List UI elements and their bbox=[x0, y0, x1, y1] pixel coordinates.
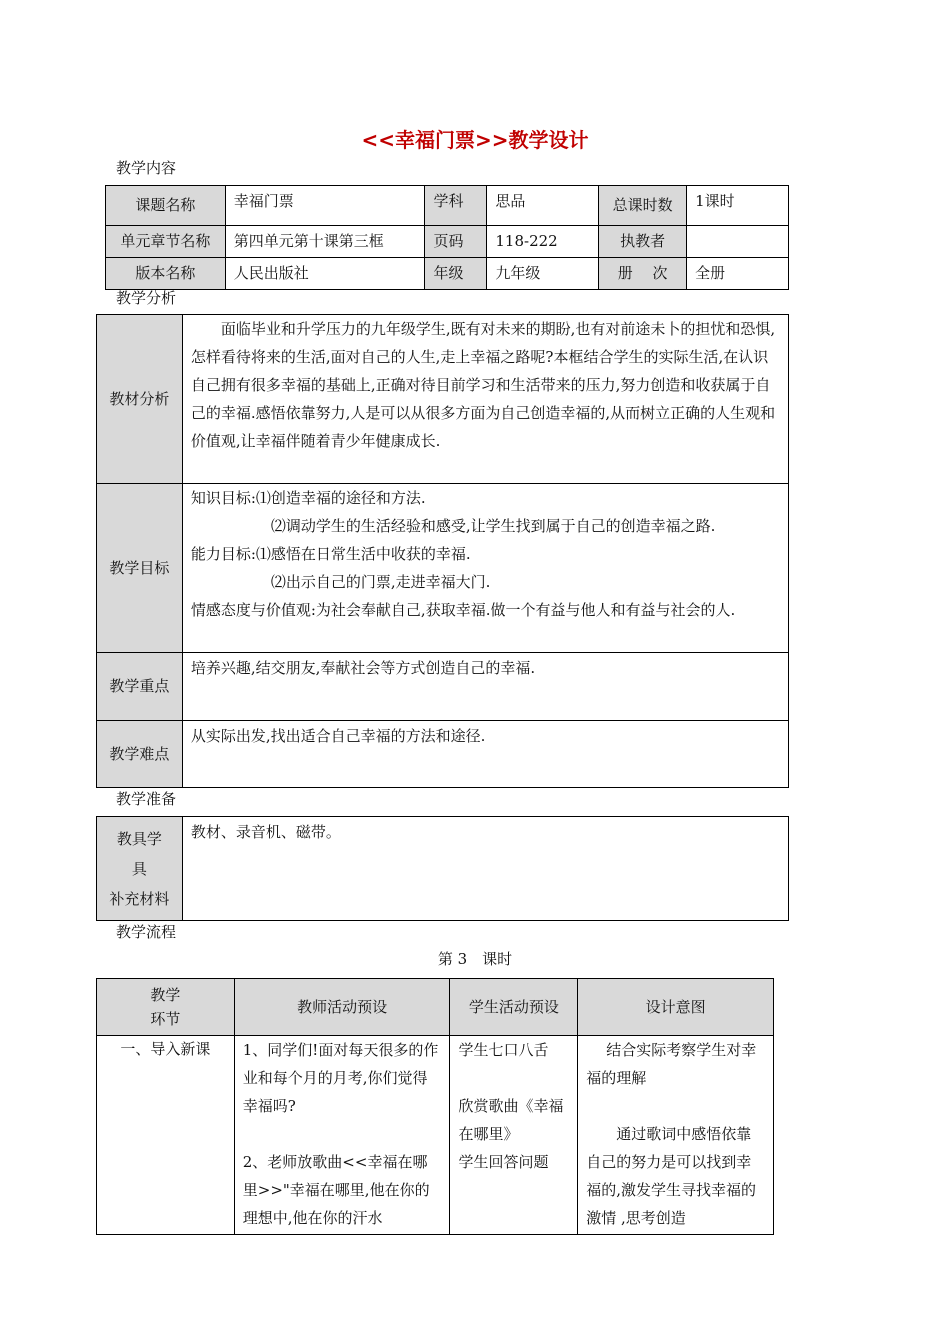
materials-label-line: 教具学 bbox=[116, 829, 162, 848]
info-value: 人民出版社 bbox=[225, 258, 425, 290]
design-intent-cell bbox=[578, 1036, 774, 1235]
document-title: <<幸福门票>>教学设计 bbox=[361, 128, 589, 152]
info-label: 单元章节名称 bbox=[106, 226, 226, 258]
info-label: 执教者 bbox=[599, 226, 687, 258]
student-activity: 学生回答问题 bbox=[458, 1153, 549, 1171]
info-label: 年级 bbox=[425, 258, 487, 290]
goal-line: ⑵调动学生的生活经验和感受,让学生找到属于自己的创造幸福之路. bbox=[270, 517, 716, 535]
teacher-activity: 1、同学们!面对每天很多的作业和每个月的月考,你们觉得幸福吗? bbox=[242, 1041, 439, 1115]
lesson-number: 第 3 课时 bbox=[437, 950, 513, 968]
info-label: 页码 bbox=[425, 226, 487, 258]
info-value: 九年级 bbox=[487, 258, 599, 290]
info-value: 1课时 bbox=[687, 186, 789, 226]
section-content-label: 教学内容 bbox=[116, 159, 177, 177]
materials-label-line: 具 bbox=[131, 859, 147, 878]
section-analysis-label: 教学分析 bbox=[116, 289, 177, 307]
info-value: 第四单元第十课第三框 bbox=[225, 226, 425, 258]
info-value: 118-222 bbox=[487, 226, 599, 258]
course-info-table bbox=[105, 185, 789, 290]
header-student: 学生活动预设 bbox=[450, 979, 578, 1036]
stage-cell: 一、导入新课 bbox=[97, 1036, 235, 1235]
key-point-label: 教学重点 bbox=[97, 653, 183, 721]
teacher-activity: 2、老师放歌曲<<幸福在哪里>>"幸福在哪里,他在你的理想中,他在你的汗水 bbox=[242, 1153, 430, 1227]
info-value: 幸福门票 bbox=[225, 186, 425, 226]
goal-line: ⑵出示自己的门票,走进幸福大门. bbox=[270, 573, 491, 591]
info-label: 总课时数 bbox=[599, 186, 687, 226]
info-label: 册 次 bbox=[599, 258, 687, 290]
material-analysis-text: 面临毕业和升学压力的九年级学生,既有对未来的期盼,也有对前途未卜的担忧和恐惧,怎样看待将来的生活,面对自己的人生,走上幸福之路呢?本框结合学生的实际生活,在认识自己拥有很多幸福的基础上,正确对待目前学习和生活带来的压力,努力创造和收获属于自己的幸福.感悟依靠努力,人是可以从很多方面为自己创造幸福的,从而树立正确的人生观和价值观,让幸福伴随着青少年健康成长. bbox=[182, 315, 788, 484]
info-label: 课题名称 bbox=[106, 186, 226, 226]
info-value: 思品 bbox=[487, 186, 599, 226]
teacher-activity-cell bbox=[234, 1036, 450, 1235]
info-value bbox=[687, 226, 789, 258]
materials-label-line: 补充材料 bbox=[109, 889, 170, 908]
info-value: 全册 bbox=[687, 258, 789, 290]
student-activity: 学生七口八舌 bbox=[458, 1041, 549, 1059]
materials-label-cell bbox=[97, 817, 183, 921]
difficulty-label: 教学难点 bbox=[97, 721, 183, 788]
materials-text: 教材、录音机、磁带。 bbox=[182, 817, 788, 921]
goal-line: 知识目标:⑴创造幸福的途径和方法. bbox=[190, 489, 426, 507]
info-label: 学科 bbox=[425, 186, 487, 226]
design-intent: 通过歌词中感悟依靠自己的努力是可以找到幸福的,激发学生寻找幸福的激情 ,思考创造 bbox=[586, 1125, 757, 1227]
goal-line: 能力目标:⑴感悟在日常生活中收获的幸福. bbox=[190, 545, 471, 563]
student-activity: 欣赏歌曲《幸福在哪里》 bbox=[458, 1097, 564, 1143]
key-point-text: 培养兴趣,结交朋友,奉献社会等方式创造自己的幸福. bbox=[182, 653, 788, 721]
header-stage: 教学 环节 bbox=[97, 979, 235, 1036]
analysis-table bbox=[96, 314, 789, 788]
section-preparation-label: 教学准备 bbox=[116, 790, 177, 808]
difficulty-text: 从实际出发,找出适合自己幸福的方法和途径. bbox=[182, 721, 788, 788]
material-analysis-label: 教材分析 bbox=[97, 315, 183, 484]
header-teacher: 教师活动预设 bbox=[234, 979, 450, 1036]
design-intent: 结合实际考察学生对幸福的理解 bbox=[586, 1041, 757, 1087]
section-process-label: 教学流程 bbox=[116, 923, 177, 941]
process-table bbox=[96, 978, 774, 1235]
preparation-table bbox=[96, 816, 789, 921]
info-label: 版本名称 bbox=[106, 258, 226, 290]
header-intent: 设计意图 bbox=[578, 979, 774, 1036]
student-activity-cell bbox=[450, 1036, 578, 1235]
goal-line: 情感态度与价值观:为社会奉献自己,获取幸福.做一个有益与他人和有益与社会的人. bbox=[190, 601, 736, 619]
teaching-goals-cell bbox=[182, 484, 788, 653]
teaching-goals-label: 教学目标 bbox=[97, 484, 183, 653]
